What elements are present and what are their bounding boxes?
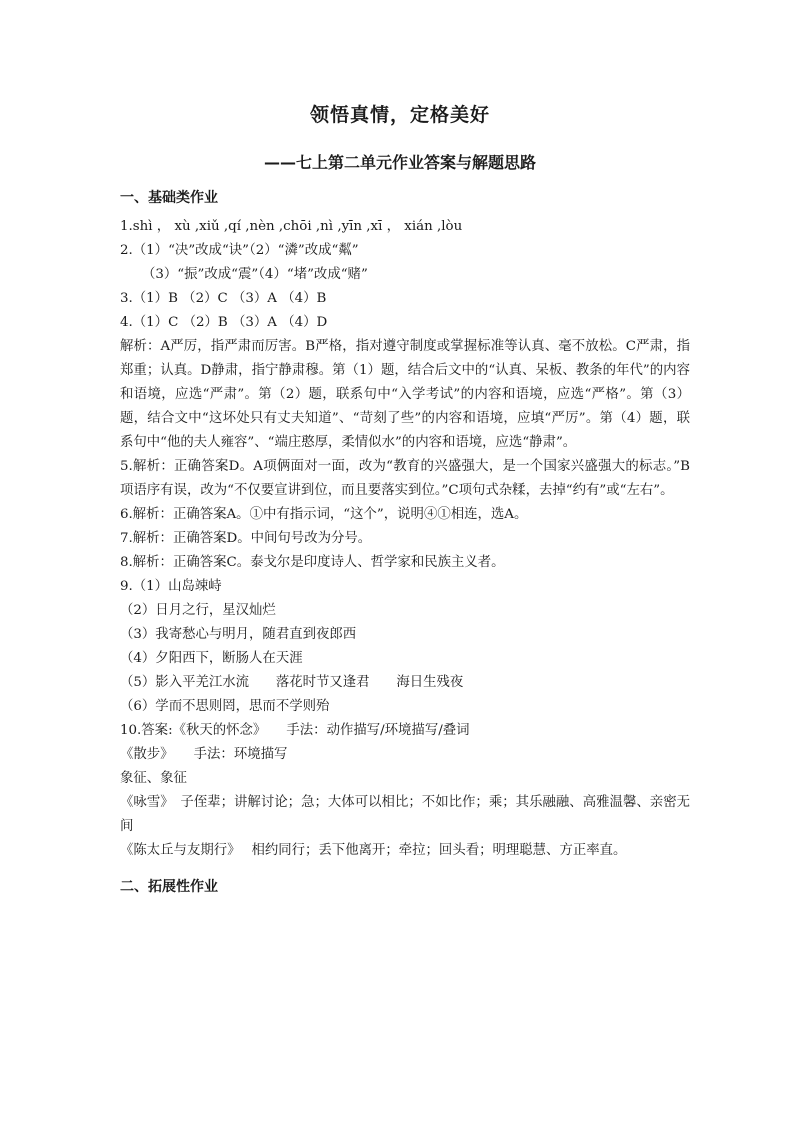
answer-line-4: 4.（1）C （2）B （3）A （4）D <box>120 315 328 330</box>
answer-line-9-1: 9.（1）山岛竦峙 <box>120 579 222 594</box>
document-title: 领悟真情，定格美好 <box>309 104 490 126</box>
answer-line-9-6: （6）学而不思则罔，思而不学则殆 <box>120 699 330 714</box>
section-heading-extension: 二、拓展性作业 <box>120 879 218 895</box>
document-subtitle: ——七上第二单元作业答案与解题思路 <box>263 153 536 172</box>
answer-line-9-2: （2）日月之行，星汉灿烂 <box>120 603 276 618</box>
section-heading-basic: 一、基础类作业 <box>120 190 218 206</box>
answer-line-10-sanbu: 《散步》 手法：环境描写 <box>120 747 288 762</box>
answer-line-10: 10.答案:《秋天的怀念》 手法：动作描写/环境描写/叠词 <box>120 723 470 738</box>
answer-line-9-3: （3）我寄愁心与明月，随君直到夜郎西 <box>120 627 357 642</box>
analysis-paragraph-5: 5.解析：正确答案D。A项俩面对一面，改为“教育的兴盛强大，是一个国家兴盛强大的标志。”B项语序有误，改为“不仅要宣讲到位，而且要落实到位。”C项句式杂糅，去掉“约有”或“左右”。 <box>120 459 690 498</box>
answer-line-8: 8.解析：正确答案C。泰戈尔是印度诗人、哲学家和民族主义者。 <box>120 555 505 570</box>
answer-line-6: 6.解析：正确答案A。①中有指示词，“这个”，说明④①相连，选A。 <box>120 507 528 522</box>
document-body <box>120 185 690 899</box>
answer-line-7: 7.解析：正确答案D。中间句号改为分号。 <box>120 531 372 546</box>
answer-line-2b: （3）“振”改成“震”（4）“堵”改成“赌” <box>142 267 368 282</box>
answer-line-9-4: （4）夕阳西下，断肠人在天涯 <box>120 651 303 666</box>
answer-line-3: 3.（1）B （2）C （3）A （4）B <box>120 291 327 306</box>
answer-line-10-symbol: 象征、象征 <box>120 771 187 786</box>
answer-line-9-5: （5）影入平羌江水流 落花时节又逢君 海日生残夜 <box>120 675 464 690</box>
answer-line-1: 1.shì ， xù ,xiǔ ,qí ,nèn ,chōi ,nì ,yīn ,xī ， xián ,lòu <box>120 219 463 234</box>
analysis-paragraph-4: 解析：A严厉，指严肃而厉害。B严格，指对遵守制度或掌握标准等认真、毫不放松。C严肃，指郑重；认真。D静肃，指宁静肃穆。第（1）题，结合后文中的“认真、呆板、教条的年代”的内容和语境，应选“严肃”。第（2）题，联系句中“入学考试”的内容和语境，应选“严格”。第（3）题，结合文中“这坏处只有丈夫知道”、“苛刻了些”的内容和语境，应填“严厉”。第（4）题，联系句中“他的夫人雍容”、“端庄憨厚，柔情似水”的内容和语境，应选“静肃”。 <box>120 339 690 450</box>
answer-paragraph-10-yongxue: 《咏雪》 子侄辈；讲解讨论；急；大体可以相比；不如比作；乘；其乐融融、高雅温馨、亲密无间 <box>120 795 690 834</box>
answer-line-2: 2.（1）“决”改成“诀”（2）“潾”改成“粼” <box>120 243 359 258</box>
answer-line-10-chentaiqiu: 《陈太丘与友期行》 相约同行；丢下他离开；牵拉；回头看；明理聪慧、方正率直。 <box>120 843 627 858</box>
